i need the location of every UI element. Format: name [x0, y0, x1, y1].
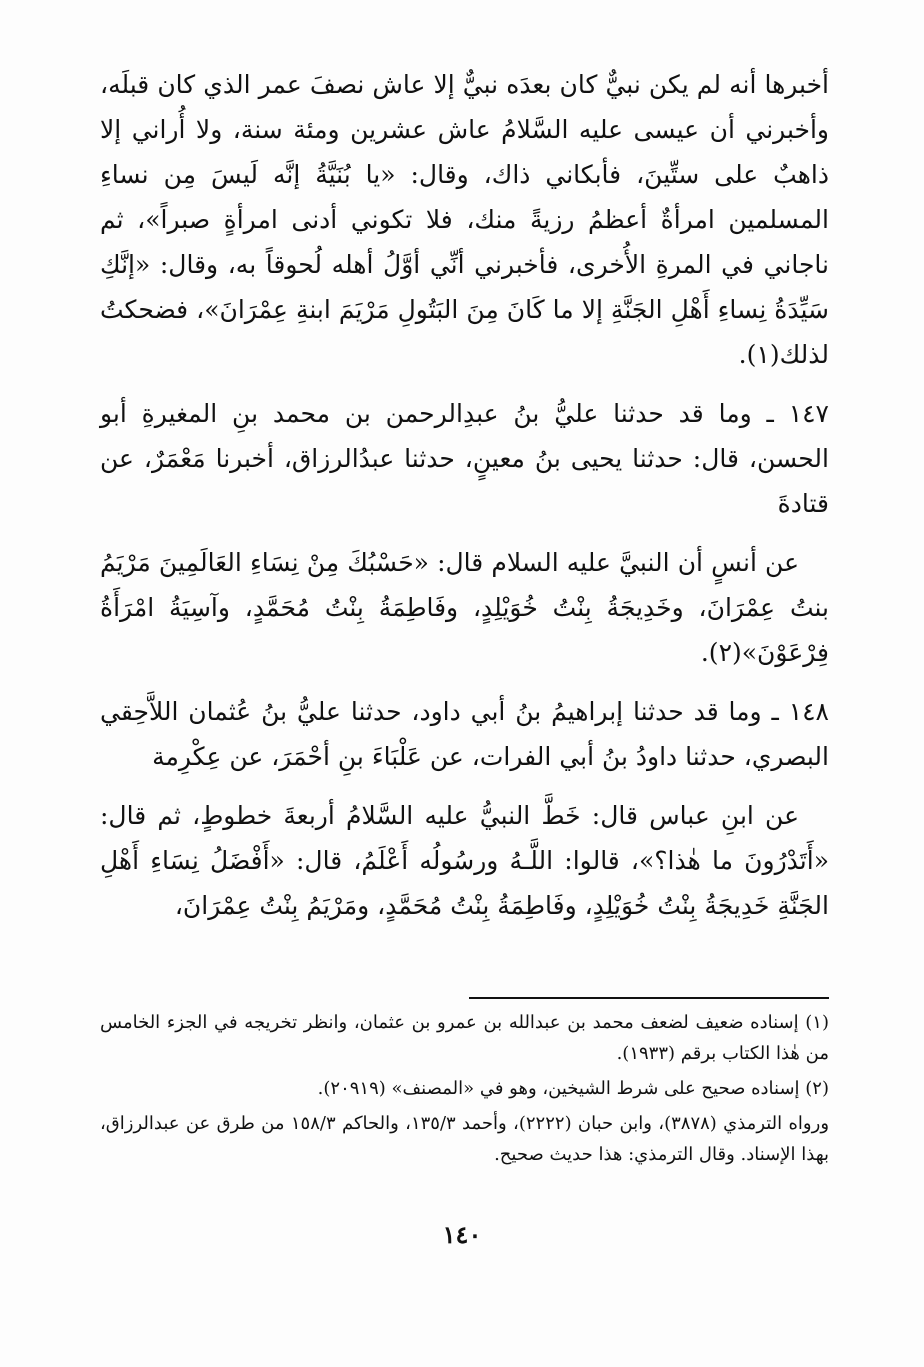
- footnote-2-continued: ورواه الترمذي (٣٨٧٨)، وابن حبان (٢٢٢٢)، وأحمد ١٣٥/٣، والحاكم ١٥٨/٣ من طرق عن عبدالرزاق، بهذا الإسناد. وقال الترمذي: هذا حديث صحيح.: [100, 1113, 830, 1165]
- footnote-2: (٢) إسناده صحيح على شرط الشيخين، وهو في «المصنف» (٢٠٩١٩).: [317, 1078, 829, 1099]
- footnote-1: (١) إسناده ضعيف لضعف محمد بن عبدالله بن عمرو بن عثمان، وانظر تخريجه في الجزء الخامس من هٰذا الكتاب برقم (١٩٣٣).: [100, 1012, 829, 1064]
- paragraph-isnad-147: ١٤٧ ـ وما قد حدثنا عليُّ بنُ عبدِالرحمن بن محمد بنِ المغيرةِ أبو الحسن، قال: حدثنا يحيى بنُ معينٍ، حدثنا عبدُالرزاق، أخبرنا مَعْمَرٌ، عن قتادةَ: [100, 399, 829, 518]
- footnote-separator: [469, 997, 829, 999]
- paragraph-isnad-148: ١٤٨ ـ وما قد حدثنا إبراهيمُ بنُ أبي داود، حدثنا عليُّ بنُ عُثمان اللاَّحِقي البصري، حدثنا داودُ بنُ أبي الفرات، عن عَلْبَاءَ بنِ أحْمَرَ، عن عِكْرِمة: [100, 697, 829, 771]
- paragraph-hadith-148: عن ابنِ عباس قال: خَطَّ النبيُّ عليه السَّلامُ أربعةَ خطوطٍ، ثم قال: «أَتَدْرُونَ ما هٰذا؟»، قالوا: اللَّـهُ ورسُولُه أَعْلَمُ، قال: «أَفْضَلُ نِسَاءِ أَهْلِ الجَنَّةِ خَدِيجَةُ بِنْتُ خُوَيْلِدٍ، وفَاطِمَةُ بِنْتُ مُحَمَّدٍ، ومَرْيَمُ بِنْتُ عِمْرَانَ،: [100, 801, 829, 920]
- main-text: [100, 62, 829, 942]
- footnotes: [100, 1007, 829, 1174]
- paragraph-hadith-147: عن أنسٍ أن النبيَّ عليه السلام قال: «حَسْبُكَ مِنْ نِسَاءِ العَالَمِينَ مَرْيَمُ بنتُ عِمْرَانَ، وخَدِيجَةُ بِنْتُ خُوَيْلِدٍ، وفَاطِمَةُ بِنْتُ مُحَمَّدٍ، وآسِيَةُ امْرَأَةُ فِرْعَوْنَ»(٢).: [100, 548, 829, 667]
- page-number: ١٤٠: [442, 1220, 482, 1249]
- paragraph-hadith-fatima-ending: أخبرها أنه لم يكن نبيٌّ كان بعدَه نبيٌّ إلا عاش نصفَ عمر الذي كان قبلَه، وأخبرني أن عيسى عليه السَّلامُ عاش عشرين ومئة سنة، ولا أُراني إلا ذاهبٌ على ستِّينَ، فأبكاني ذاك، وقال: «يا بُنَيَّةُ إنَّه لَيسَ مِن نساءِ المسلمين امرأةٌ أعظمُ رزيةً منك، فلا تكوني أدنى امرأةٍ صبراً»، ثم ناجاني في المرةِ الأُخرى، فأخبرني أنِّي أوَّلُ أهله لُحوقاً به، وقال: «إنَّكِ سَيِّدَةُ نِساءِ أَهْلِ الجَنَّةِ إلا ما كَانَ مِنَ البَتُولِ مَرْيَمَ ابنةِ عِمْرَانَ»، فضحكتُ لذلك(١).: [100, 70, 829, 369]
